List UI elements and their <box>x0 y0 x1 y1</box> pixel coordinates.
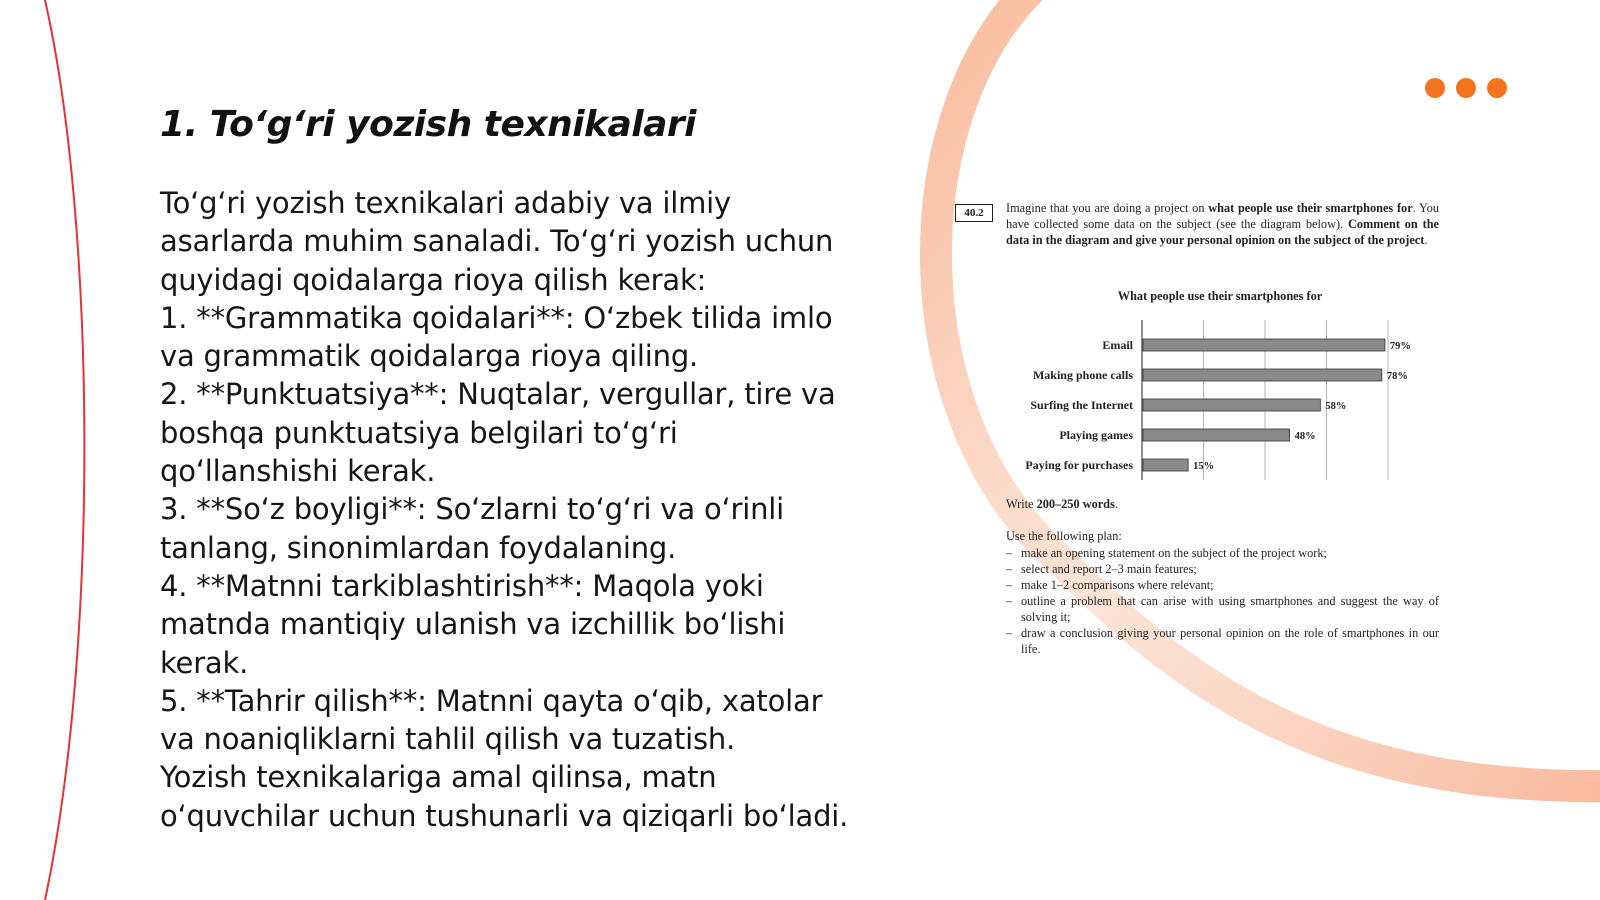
task-number-box: 40.2 <box>955 204 993 222</box>
slide-title: 1. To‘g‘ri yozish texnikalari <box>160 104 697 145</box>
write-text: . <box>1114 497 1118 511</box>
plan-item: – make 1–2 comparisons where relevant; <box>1006 577 1439 593</box>
bar <box>1143 339 1385 351</box>
exam-task-image <box>955 200 1445 670</box>
data-label: 48% <box>1294 431 1316 442</box>
category-label: Email <box>1102 338 1133 352</box>
category-label: Playing games <box>1059 428 1133 442</box>
write-bold: 200–250 words <box>1036 497 1115 511</box>
body-paragraph: 4. **Matnni tarkiblashtirish**: Maqola yoki matnda mantiqiy ulanish va izchillik bo‘lishi kerak. <box>160 568 786 680</box>
task-text-part: . You have collected some data on the subject (see the diagram below). <box>1006 201 1440 231</box>
bar-chart <box>955 320 1445 480</box>
bar <box>1143 429 1290 441</box>
data-label: 78% <box>1386 371 1408 382</box>
body-paragraph: To‘g‘ri yozish texnikalari adabiy va ilmiy asarlarda muhim sanaladi. To‘g‘ri yozish uchun quyidagi qoidalarga rioya qilish kerak: <box>160 186 834 297</box>
word-count-instruction <box>1006 497 1118 512</box>
dot-icon <box>1487 78 1507 98</box>
data-label: 15% <box>1193 461 1215 472</box>
category-label: Making phone calls <box>1032 368 1133 382</box>
bar <box>1143 369 1382 381</box>
dot-icon <box>1456 78 1476 98</box>
dot-icon <box>1425 78 1445 98</box>
slide-body-text <box>160 184 850 835</box>
data-label: 58% <box>1325 401 1347 412</box>
body-paragraph: Yozish texnikalariga amal qilinsa, matn o‘quvchilar uchun tushunarli va qiziqarli bo‘ladi. <box>160 760 849 833</box>
task-instructions <box>1006 200 1439 248</box>
chart-title: What people use their smartphones for <box>1117 289 1323 303</box>
body-paragraph: 2. **Punktuatsiya**: Nuqtalar, vergullar, tire va boshqa punktuatsiya belgilari to‘g‘ri qo‘llanshishi kerak. <box>160 377 836 489</box>
data-label: 79% <box>1389 341 1411 352</box>
body-paragraph: 5. **Tahrir qilish**: Matnni qayta o‘qib, xatolar va noaniqliklarni tahlil qilish va tuzatish. <box>160 683 823 757</box>
task-text-part: . <box>1424 233 1428 247</box>
body-paragraph: 1. **Grammatika qoidalari**: O‘zbek tilida imlo va grammatik qoidalarga rioya qiling. <box>160 300 833 374</box>
task-text-bold: what people use their smartphones for <box>1208 201 1413 215</box>
category-label: Surfing the Internet <box>1030 398 1133 412</box>
plan-item: – make an opening statement on the subject of the project work; <box>1006 545 1439 561</box>
plan-intro: Use the following plan: <box>1006 529 1122 543</box>
category-label: Paying for purchases <box>1025 458 1133 472</box>
orange-dots-decoration <box>1425 78 1507 98</box>
bar <box>1143 459 1188 471</box>
write-text: Write <box>1006 497 1037 511</box>
body-paragraph: 3. **So‘z boyligi**: So‘zlarni to‘g‘ri va o‘rinli tanlang, sinonimlardan foydalaning. <box>160 492 785 565</box>
plan-item: – select and report 2–3 main features; <box>1006 561 1439 577</box>
red-curve-line <box>45 0 84 900</box>
plan-item: – draw a conclusion giving your personal opinion on the role of smartphones in our life. <box>1006 625 1439 657</box>
bar <box>1143 399 1320 411</box>
plan-item: – outline a problem that can arise with using smartphones and suggest the way of solving it; <box>1006 593 1439 625</box>
task-text-part: Imagine that you are doing a project on <box>1006 201 1209 215</box>
plan-list <box>1006 545 1439 657</box>
task-text-bold: Comment on the data in the diagram and give your personal opinion on the subject of the project <box>1006 217 1440 247</box>
